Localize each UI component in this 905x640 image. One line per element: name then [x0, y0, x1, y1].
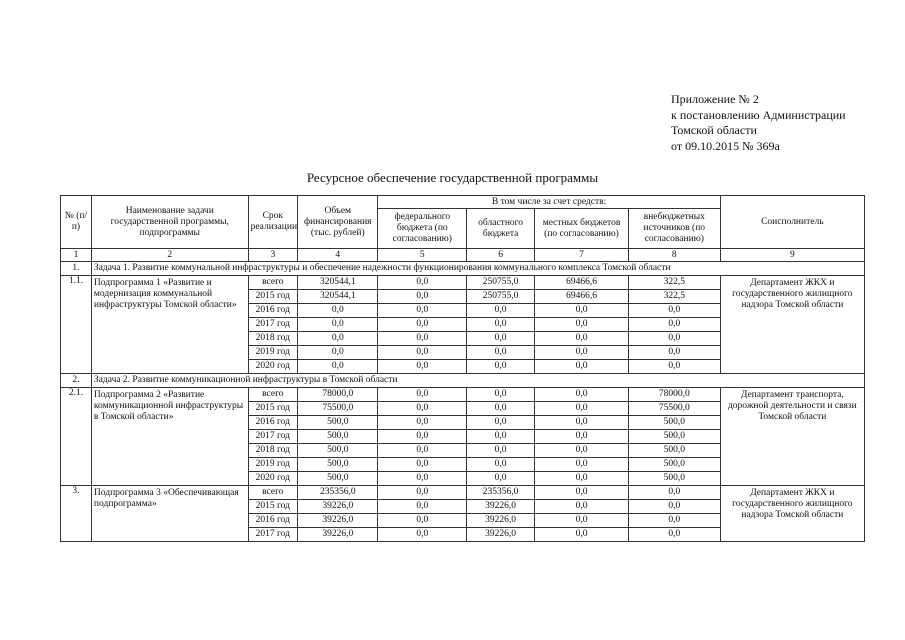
federal-cell: 0,0 [378, 290, 467, 304]
regional-cell: 0,0 [467, 388, 535, 402]
regional-cell: 0,0 [467, 318, 535, 332]
extra-cell: 500,0 [628, 458, 720, 472]
regional-cell: 0,0 [467, 472, 535, 486]
extra-cell: 500,0 [628, 416, 720, 430]
header-coexec: Соисполнитель [720, 196, 864, 249]
federal-cell: 0,0 [378, 402, 467, 416]
extra-cell: 0,0 [628, 360, 720, 374]
extra-cell: 322,5 [628, 290, 720, 304]
period-cell: 2016 год [248, 304, 297, 318]
period-cell: 2016 год [248, 416, 297, 430]
local-cell: 69466,6 [535, 290, 629, 304]
federal-cell: 0,0 [378, 416, 467, 430]
regional-cell: 235356,0 [467, 486, 535, 500]
program-name: Подпрограмма 1 «Развитие и модернизация коммунальной инфраструктуры Томской области» [91, 276, 248, 374]
header-regional: областного бюджета [467, 209, 535, 249]
volume-cell: 320544,1 [298, 290, 378, 304]
regional-cell: 0,0 [467, 430, 535, 444]
document-title: Ресурсное обеспечение государственной программы [306, 170, 599, 185]
regional-cell: 0,0 [467, 360, 535, 374]
local-cell: 0,0 [535, 318, 629, 332]
period-cell: 2020 год [248, 472, 297, 486]
volume-cell: 0,0 [298, 332, 378, 346]
program-number: 2.1. [61, 388, 92, 486]
federal-cell: 0,0 [378, 388, 467, 402]
local-cell: 0,0 [535, 388, 629, 402]
volume-cell: 500,0 [298, 458, 378, 472]
coexecutor-cell: Департамент транспорта, дорожной деятельности и связи Томской области [720, 388, 864, 486]
extra-cell: 0,0 [628, 332, 720, 346]
program-name: Подпрограмма 2 «Развитие коммуникационной инфраструктуры в Томской области» [91, 388, 248, 486]
column-number-cell: 1 [61, 249, 92, 262]
federal-cell: 0,0 [378, 318, 467, 332]
volume-cell: 0,0 [298, 346, 378, 360]
federal-cell: 0,0 [378, 514, 467, 528]
federal-cell: 0,0 [378, 332, 467, 346]
header-name: Наименование задачи государственной программы, подпрограммы [91, 196, 248, 249]
task-title: Задача 1. Развитие коммунальной инфраструктуры и обеспечение надежности функционирования коммунального комплекса Томской области [91, 262, 864, 276]
local-cell: 0,0 [535, 416, 629, 430]
header-num: № (п/п) [61, 196, 92, 249]
regional-cell: 39226,0 [467, 528, 535, 542]
period-cell: 2018 год [248, 332, 297, 346]
resource-table [60, 195, 865, 542]
column-number-cell: 8 [628, 249, 720, 262]
local-cell: 0,0 [535, 346, 629, 360]
volume-cell: 500,0 [298, 444, 378, 458]
federal-cell: 0,0 [378, 458, 467, 472]
extra-cell: 500,0 [628, 430, 720, 444]
volume-cell: 0,0 [298, 318, 378, 332]
local-cell: 0,0 [535, 486, 629, 500]
period-cell: 2019 год [248, 458, 297, 472]
appendix-line-2: к постановлению Администрации [671, 107, 846, 122]
regional-cell: 0,0 [467, 416, 535, 430]
appendix-block [671, 92, 846, 154]
appendix-line-4: от 09.10.2015 № 369а [671, 138, 780, 153]
volume-cell: 320544,1 [298, 276, 378, 290]
extra-cell: 0,0 [628, 500, 720, 514]
volume-cell: 500,0 [298, 416, 378, 430]
volume-cell: 39226,0 [298, 528, 378, 542]
column-number-cell: 6 [467, 249, 535, 262]
header-volume: Объем финансирования (тыс. рублей) [298, 196, 378, 249]
federal-cell: 0,0 [378, 346, 467, 360]
header-incl: В том числе за счет средств: [378, 196, 720, 209]
volume-cell: 0,0 [298, 360, 378, 374]
extra-cell: 322,5 [628, 276, 720, 290]
regional-cell: 0,0 [467, 402, 535, 416]
program-number: 1.1. [61, 276, 92, 374]
federal-cell: 0,0 [378, 430, 467, 444]
header-term: Срок реализации [248, 196, 297, 249]
period-cell: 2020 год [248, 360, 297, 374]
volume-cell: 78000,0 [298, 388, 378, 402]
volume-cell: 500,0 [298, 472, 378, 486]
column-number-cell: 7 [535, 249, 629, 262]
coexecutor-cell: Департамент ЖКХ и государственного жилищного надзора Томской области [720, 486, 864, 542]
task-row [61, 374, 865, 388]
period-cell: 2015 год [248, 290, 297, 304]
regional-cell: 250755,0 [467, 276, 535, 290]
table-row [61, 486, 865, 500]
local-cell: 69466,6 [535, 276, 629, 290]
regional-cell: 250755,0 [467, 290, 535, 304]
column-number-cell: 9 [720, 249, 864, 262]
period-cell: 2017 год [248, 430, 297, 444]
column-number-cell: 2 [91, 249, 248, 262]
federal-cell: 0,0 [378, 360, 467, 374]
table-row [61, 388, 865, 402]
period-cell: 2017 год [248, 528, 297, 542]
federal-cell: 0,0 [378, 528, 467, 542]
local-cell: 0,0 [535, 304, 629, 318]
coexecutor-cell: Департамент ЖКХ и государственного жилищного надзора Томской области [720, 276, 864, 374]
program-name: Подпрограмма 3 «Обеспечивающая подпрограмма» [91, 486, 248, 542]
extra-cell: 0,0 [628, 346, 720, 360]
task-title: Задача 2. Развитие коммуникационной инфраструктуры в Томской области [91, 374, 864, 388]
period-cell: 2017 год [248, 318, 297, 332]
extra-cell: 75500,0 [628, 402, 720, 416]
period-cell: всего [248, 276, 297, 290]
period-cell: 2019 год [248, 346, 297, 360]
column-numbers-row [61, 249, 865, 262]
regional-cell: 0,0 [467, 332, 535, 346]
period-cell: 2016 год [248, 514, 297, 528]
local-cell: 0,0 [535, 332, 629, 346]
appendix-line-1: Приложение № 2 [671, 92, 759, 106]
header-federal: федерального бюджета (по согласованию) [378, 209, 467, 249]
local-cell: 0,0 [535, 444, 629, 458]
volume-cell: 235356,0 [298, 486, 378, 500]
period-cell: 2015 год [248, 402, 297, 416]
local-cell: 0,0 [535, 458, 629, 472]
extra-cell: 0,0 [628, 318, 720, 332]
extra-cell: 0,0 [628, 528, 720, 542]
volume-cell: 39226,0 [298, 514, 378, 528]
federal-cell: 0,0 [378, 276, 467, 290]
local-cell: 0,0 [535, 528, 629, 542]
regional-cell: 39226,0 [467, 514, 535, 528]
task-number: 2. [61, 374, 92, 388]
extra-cell: 0,0 [628, 304, 720, 318]
table-row [61, 276, 865, 290]
local-cell: 0,0 [535, 430, 629, 444]
table-body [61, 196, 865, 542]
extra-cell: 78000,0 [628, 388, 720, 402]
program-number: 3. [61, 486, 92, 542]
extra-cell: 0,0 [628, 514, 720, 528]
local-cell: 0,0 [535, 472, 629, 486]
header-extra: внебюджетных источников (по согласованию) [628, 209, 720, 249]
federal-cell: 0,0 [378, 500, 467, 514]
header-local: местных бюджетов (по согласованию) [535, 209, 629, 249]
regional-cell: 0,0 [467, 304, 535, 318]
federal-cell: 0,0 [378, 304, 467, 318]
federal-cell: 0,0 [378, 444, 467, 458]
volume-cell: 500,0 [298, 430, 378, 444]
period-cell: всего [248, 388, 297, 402]
column-number-cell: 5 [378, 249, 467, 262]
local-cell: 0,0 [535, 360, 629, 374]
period-cell: 2015 год [248, 500, 297, 514]
federal-cell: 0,0 [378, 486, 467, 500]
regional-cell: 39226,0 [467, 500, 535, 514]
federal-cell: 0,0 [378, 472, 467, 486]
local-cell: 0,0 [535, 402, 629, 416]
extra-cell: 500,0 [628, 444, 720, 458]
period-cell: 2018 год [248, 444, 297, 458]
regional-cell: 0,0 [467, 444, 535, 458]
appendix-line-3: Томской области [671, 123, 757, 137]
local-cell: 0,0 [535, 500, 629, 514]
period-cell: всего [248, 486, 297, 500]
volume-cell: 0,0 [298, 304, 378, 318]
task-number: 1. [61, 262, 92, 276]
column-number-cell: 4 [298, 249, 378, 262]
column-number-cell: 3 [248, 249, 297, 262]
task-row [61, 262, 865, 276]
regional-cell: 0,0 [467, 346, 535, 360]
local-cell: 0,0 [535, 514, 629, 528]
extra-cell: 0,0 [628, 486, 720, 500]
extra-cell: 500,0 [628, 472, 720, 486]
regional-cell: 0,0 [467, 458, 535, 472]
volume-cell: 39226,0 [298, 500, 378, 514]
volume-cell: 75500,0 [298, 402, 378, 416]
